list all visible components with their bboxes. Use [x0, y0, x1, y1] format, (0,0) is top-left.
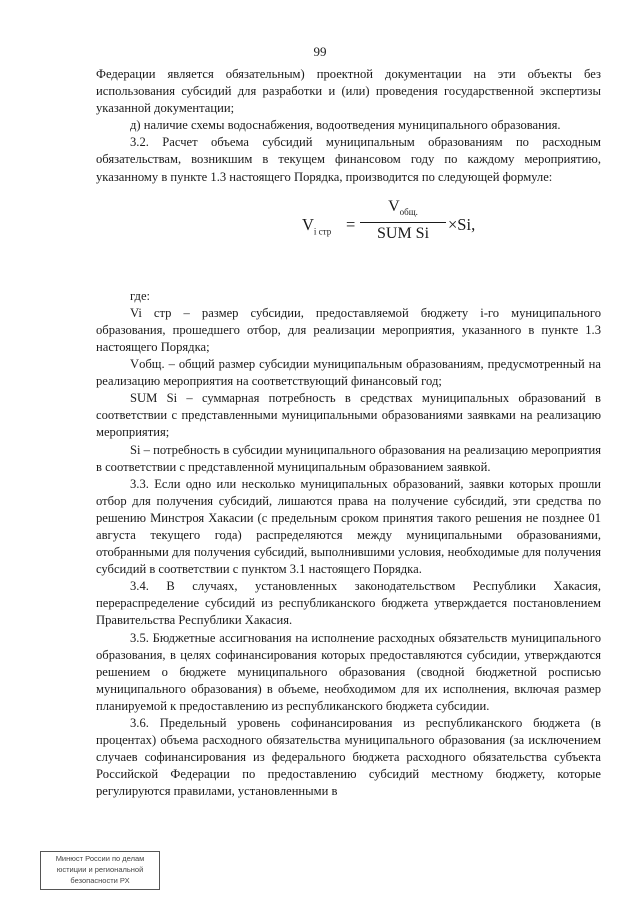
- formula-rhs: ×Si,: [448, 214, 476, 234]
- page-number: 99: [313, 44, 327, 59]
- formula-equals: =: [346, 214, 356, 234]
- formula-fraction: [360, 198, 446, 242]
- formula-numerator: $V_{общ.}$: [360, 198, 446, 223]
- section-paragraph: 3.5. Бюджетные ассигнования на исполнение расходных обязательств муниципального образования, в целях софинансирования которых предоставляются субсидии, утверждаются решением о бюджете муниципального образования (сводной бюджетной росписью муниципального образования) в объеме, необходимом для их исполнения, включая размер планируемой к предоставлению из республиканского бюджета субсидии.: [96, 630, 601, 713]
- paragraph: Федерации является обязательным) проектной документации на эти объекты без использования субсидий для разработки и (или) проведения государственной экспертизы указанной документации;: [96, 67, 601, 116]
- subsidy-formula: [96, 186, 601, 270]
- registration-stamp: [40, 851, 160, 890]
- section-paragraph: 3.6. Предельный уровень софинансирования из республиканского бюджета (в процентах) объема расходного обязательства муниципального образования (за исключением случаев софинансирования из федерального бюджета расходного обязательства субъекта Российской Федерации по предоставлению субсидий местному бюджету, которые регулируются правилами, установленными в: [96, 716, 601, 799]
- stamp-line: безопасности РХ: [70, 876, 130, 885]
- definition: где:: [130, 288, 151, 303]
- stamp-line: юстиции и региональной: [56, 865, 144, 874]
- paragraph: 3.2. Расчет объема субсидий муниципальным образованиям по расходным обязательствам, возникшим в текущем финансовом году по каждому мероприятию, указанному в пункте 1.3 настоящего Порядка, производится по следующей формуле:: [96, 135, 601, 184]
- formula-denominator: SUM Si: [376, 224, 430, 242]
- definition: SUM Si – суммарная потребность в средствах муниципальных образований в соответствии с представленными муниципальными образованиями заявками на реализацию мероприятия;: [96, 391, 601, 440]
- section-paragraph: 3.4. В случаях, установленных законодательством Республики Хакасия, перераспределение субсидий из республиканского бюджета утверждается постановлением Правительства Республики Хакасия.: [96, 579, 601, 628]
- stamp-line: Минюст России по делам: [55, 854, 145, 863]
- document-body: [96, 66, 601, 800]
- paragraph: д) наличие схемы водоснабжения, водоотведения муниципального образования.: [130, 118, 561, 133]
- definition: Vобщ. – общий размер субсидии муниципальным образованиям, предусмотренный на реализацию мероприятия на соответствующий финансовый год;: [96, 357, 601, 389]
- definition: Si – потребность в субсидии муниципального образования на реализацию мероприятия в соответствии с представленной муниципальным образованием заявкой.: [96, 442, 601, 474]
- definition: Vi стр – размер субсидии, предоставляемой бюджету i-го муниципального образования, прошедшего отбор, для реализации мероприятия, указанного в пункте 1.3 настоящего Порядка;: [96, 305, 601, 354]
- section-paragraph: 3.3. Если одно или несколько муниципальных образований, заявки которых прошли отбор для получения субсидий, лишаются права на получение субсидий, эти средства по решению Минстроя Хакасии (с предельным сроком принятия такого решения не позднее 01 августа текущего года) распределяются между муниципальными образованиями, отобранными для получения субсидий, выполнившими условия, необходимые для получения субсидий в соответствии с пунктом 3.1 настоящего Порядка.: [96, 476, 601, 577]
- formula-lhs: $V_{i стр}$: [302, 214, 332, 236]
